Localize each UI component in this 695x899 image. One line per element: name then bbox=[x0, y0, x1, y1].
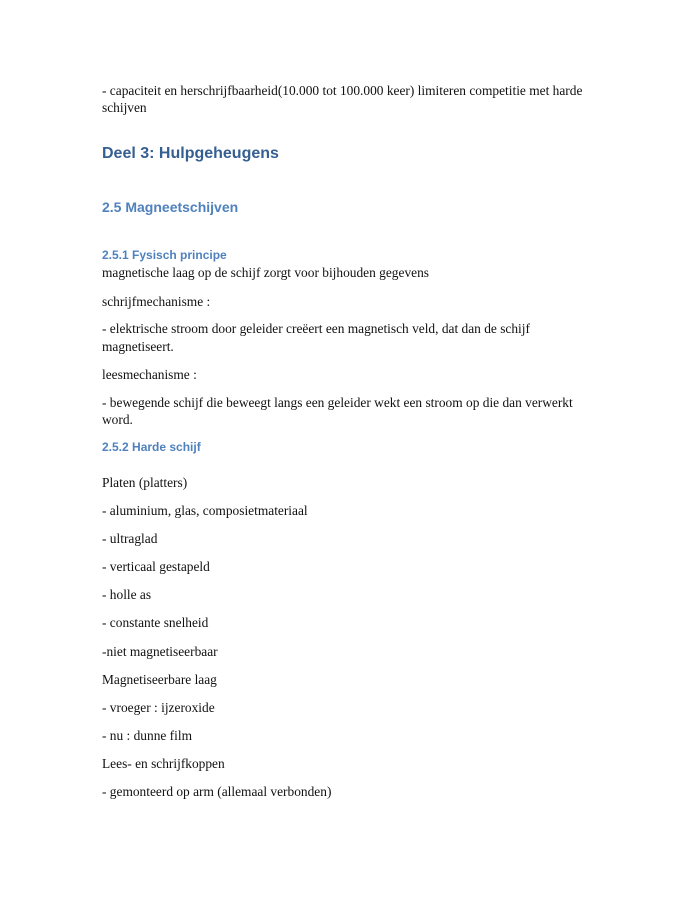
intro-line-2: schijven bbox=[102, 100, 147, 115]
paragraph-lees-detail-2: word. bbox=[102, 412, 133, 427]
heading-2-5-1: 2.5.1 Fysisch principe bbox=[102, 248, 227, 262]
paragraph-schrijfmechanisme: schrijfmechanisme : bbox=[102, 294, 211, 309]
list-item: - holle as bbox=[102, 587, 152, 602]
heading-2-5-2: 2.5.2 Harde schijf bbox=[102, 440, 201, 454]
list-item: - aluminium, glas, composietmateriaal bbox=[102, 503, 308, 518]
heading-deel-3: Deel 3: Hulpgeheugens bbox=[102, 145, 279, 162]
paragraph-schrijf-detail-1: - elektrische stroom door geleider creëert een magnetisch veld, dat dan de schijf bbox=[102, 321, 530, 336]
paragraph-lees-detail-1: - bewegende schijf die beweegt langs een geleider wekt een stroom op die dan verwerkt bbox=[102, 395, 573, 410]
list-item: Lees- en schrijfkoppen bbox=[102, 756, 225, 771]
paragraph-fysisch-1: magnetische laag op de schijf zorgt voor bijhouden gegevens bbox=[102, 265, 429, 280]
paragraph-leesmechanisme: leesmechanisme : bbox=[102, 367, 197, 382]
paragraph-schrijf-detail-2: magnetiseert. bbox=[102, 339, 174, 354]
list-item: - ultraglad bbox=[102, 531, 158, 546]
list-item: - verticaal gestapeld bbox=[102, 559, 210, 574]
list-item: - constante snelheid bbox=[102, 615, 209, 630]
list-item: Platen (platters) bbox=[102, 475, 188, 490]
list-item: - gemonteerd op arm (allemaal verbonden) bbox=[102, 784, 332, 799]
list-item: Magnetiseerbare laag bbox=[102, 672, 217, 687]
list-item: - vroeger : ijzeroxide bbox=[102, 700, 215, 715]
intro-line-1: - capaciteit en herschrijfbaarheid(10.000 tot 100.000 keer) limiteren competitie met harde bbox=[102, 83, 583, 98]
list-item: -niet magnetiseerbaar bbox=[102, 644, 218, 659]
heading-2-5: 2.5 Magneetschijven bbox=[102, 199, 239, 215]
list-item: - nu : dunne film bbox=[102, 728, 193, 743]
